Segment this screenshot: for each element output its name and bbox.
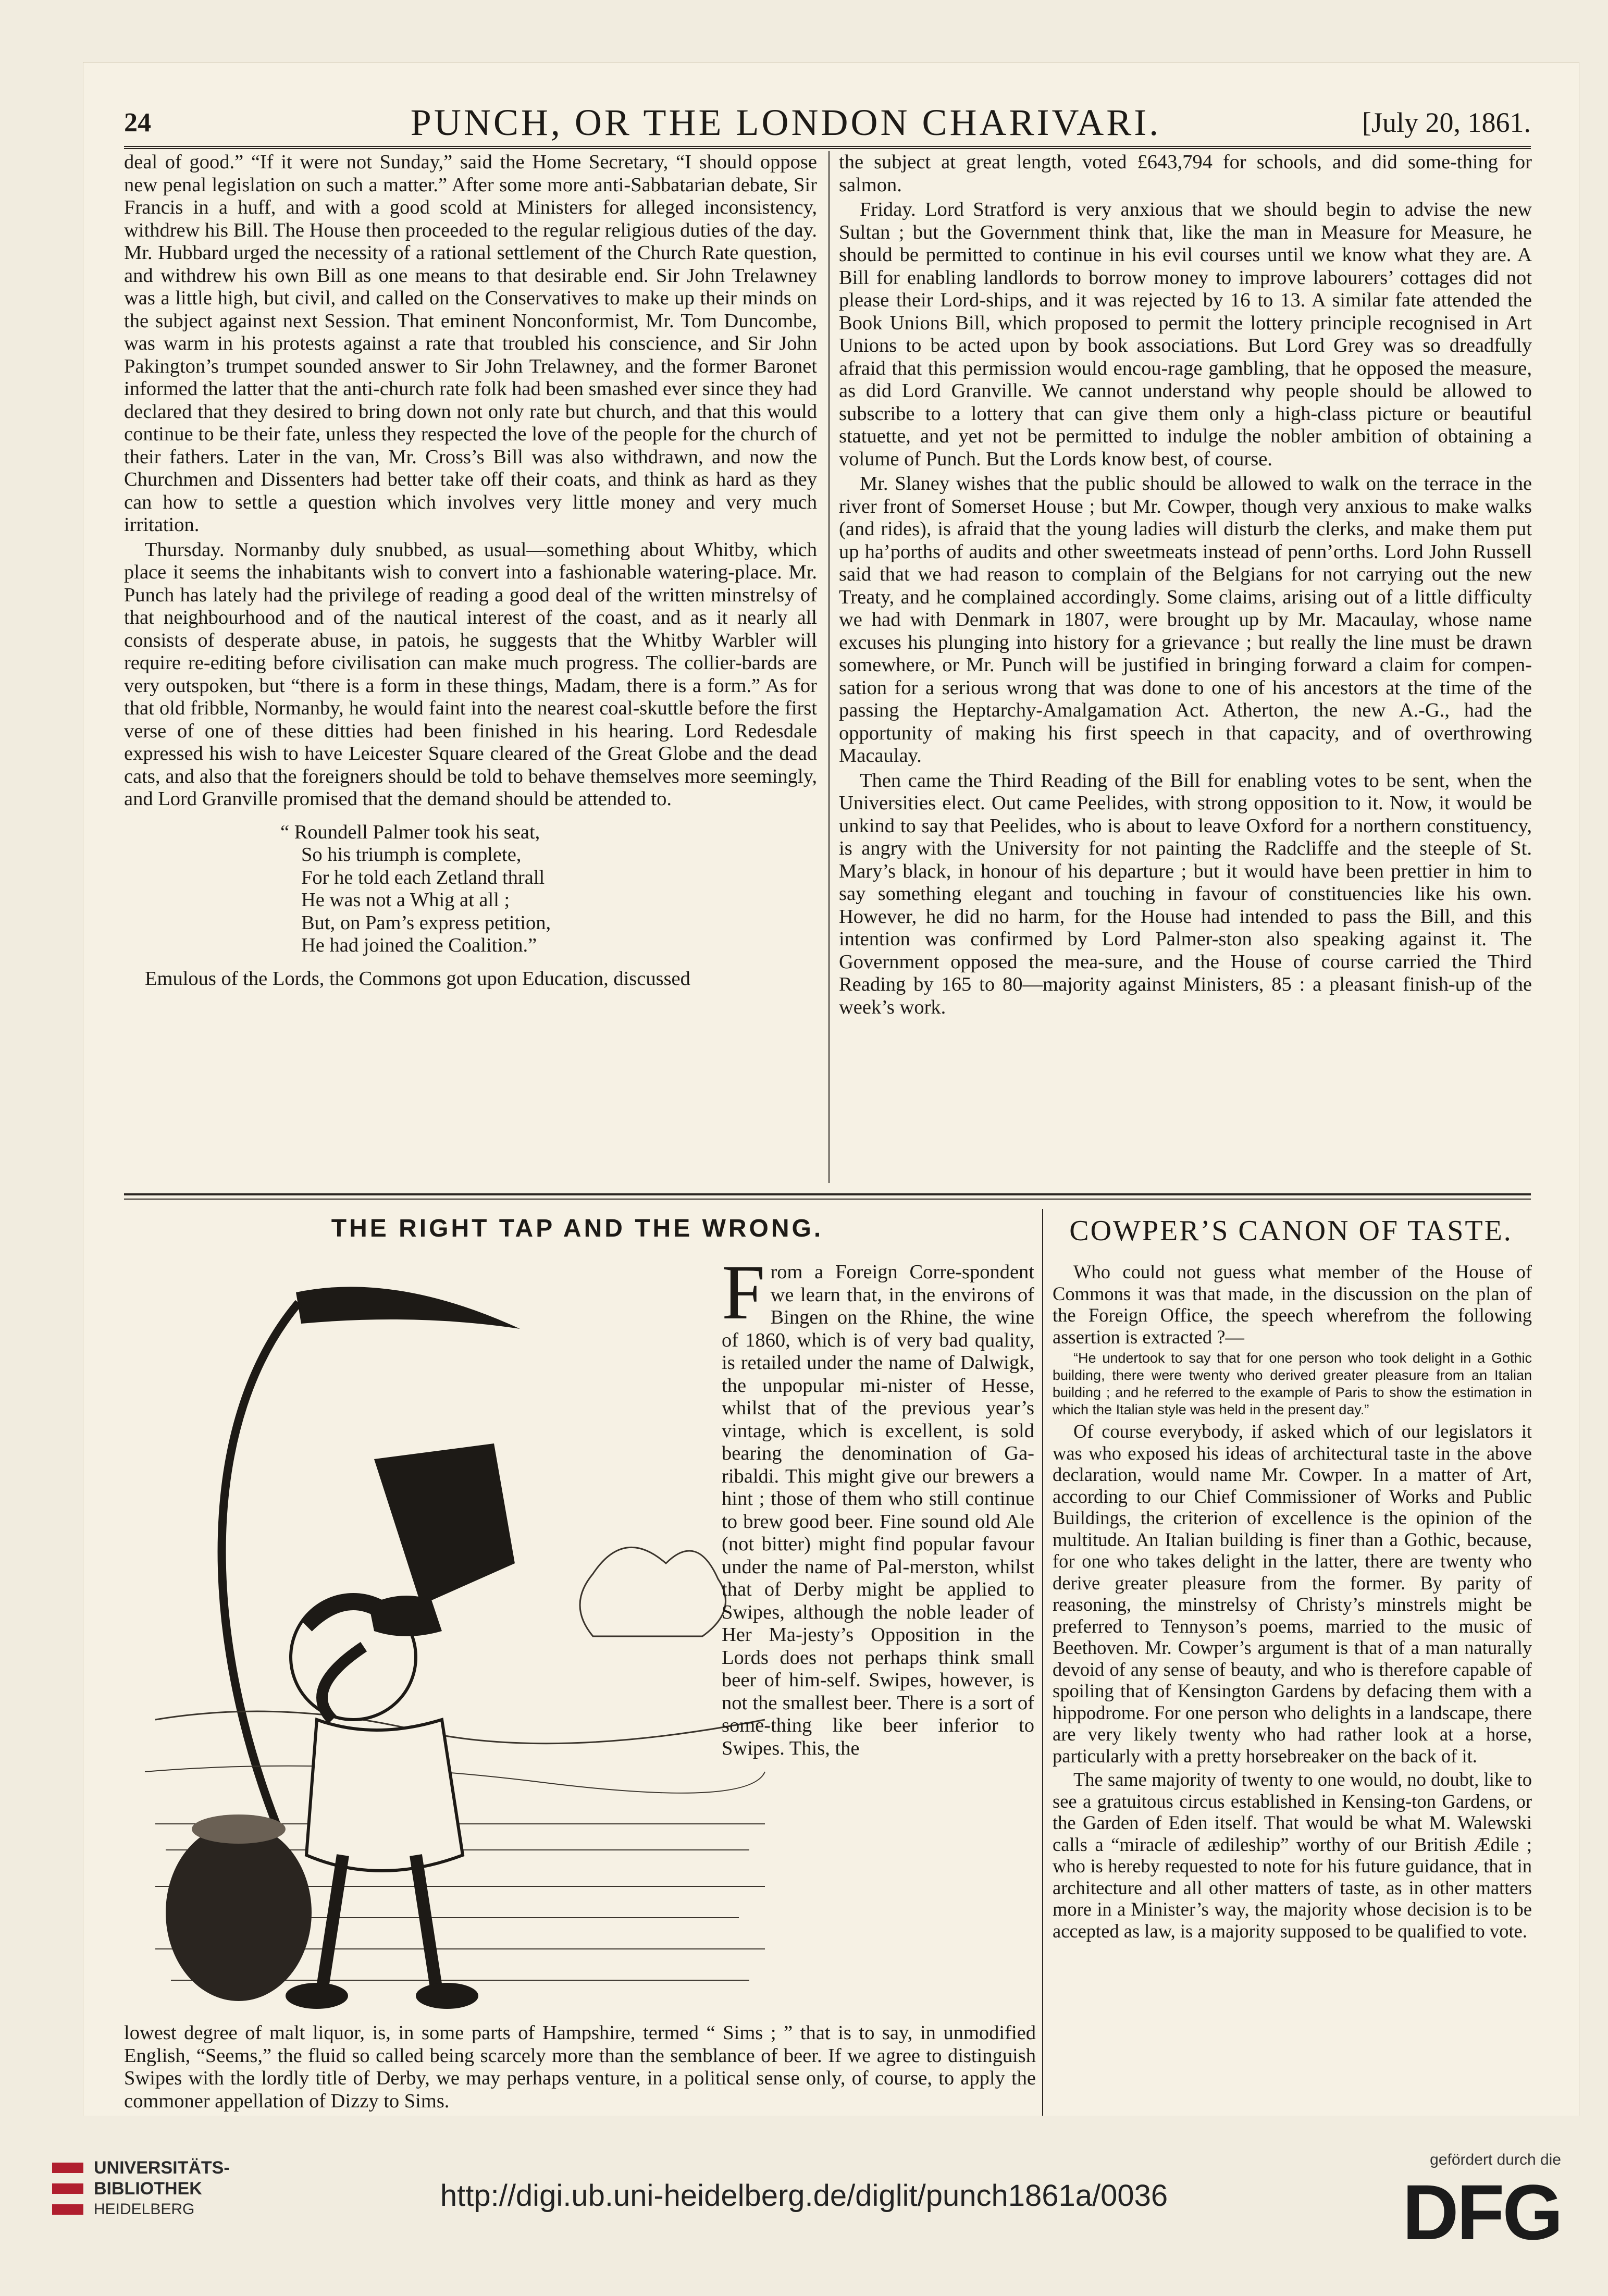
- paragraph: Friday. Lord Stratford is very anxious that we should begin to advise the new Sultan ; but the Government think that, like the man in Measure for Measure, he should be permitted to continue in his evil courses until we know what they are. A Bill for enabling landlords to borrow money to improve labourers’ cottages did not please their Lord-ships, and it was rejected by 16 to 13. A similar fate attended the Book Unions Bill, which proposed to permit the lottery principle recognised in Art Unions to be acted upon by book associations. But Lord Grey was so dreadfully afraid that this permission would encou-rage gambling, that he opposed the measure, as did Lord Granville. We cannot understand why people should be allowed to subscribe to a lottery that can give them only a high-class picture or beautiful statuette, and yet not be permitted to indulge the nobler ambition of obtaining a volume of Punch. But the Lords know best, of course.: [839, 199, 1532, 470]
- verse-line: But, on Pam’s express petition,: [301, 911, 551, 934]
- paragraph: lowest degree of malt liquor, is, in some parts of Hampshire, termed “ Sims ; ” that is to say, in unmodified English, “Seems,” the fluid so called being scarcely more than the semblance of beer. If we agree to distinguish Swipes with the lordly title of Derby, we may perhaps venture, in a political sense only, of course, to apply the commoner appellation of Dizzy to Sims.: [124, 2022, 1036, 2112]
- paragraph: [722, 1261, 1034, 1760]
- page-date: [July 20, 1861.: [1362, 107, 1531, 138]
- tap-article-column: [722, 1261, 1034, 2001]
- verse-line: So his triumph is complete,: [301, 844, 522, 866]
- article-title-tap: THE RIGHT TAP AND THE WRONG.: [331, 1215, 824, 1242]
- page-header: [124, 99, 1531, 149]
- verse-line: He was not a Whig at all ;: [301, 889, 510, 911]
- quoted-extract: “He undertook to say that for one person who took delight in a Gothic building, there were twenty who derived greater pleasure from an Italian building ; and he referred to the example of Paris to show the estimation in which the Italian style was held in the present day.”: [1053, 1350, 1532, 1417]
- library-name-line: UNIVERSITÄTS-: [94, 2158, 230, 2178]
- column-divider: [828, 151, 830, 1183]
- paragraph: deal of good.” “If it were not Sunday,” said the Home Secretary, “I should oppose new penal legislation on such a matter.” After some more anti-Sabbatarian debate, Sir Francis in a huff, and with a good scold at Ministers for alleged inconsistency, withdrew his Bill. The House then proceeded to the regular religious duties of the day. Mr. Hubbard urged the necessity of a rational settlement of the Church Rate question, and withdrew his own Bill as one means to that desirable end. Sir John Trelawney was a little high, but civil, and called on the Conservatives to make up their minds on the subject against next Session. That eminent Nonconformist, Mr. Tom Duncombe, was warm in his protests against a rate that troubled his conscience, and Sir John Pakington’s trumpet sounded answer to Sir John Trelawney, and the former Baronet informed the latter that the anti-church rate folk had been smashed ever since they had declared that they desired to bring down not only rate but church, and that this would continue to be their fate, unless they respected the love of the people for the church of their fathers. Later in the van, Mr. Cross’s Bill was also withdrawn, and now the Churchmen and Dissenters had better take off their coats, and think as hard as they can how to settle a question which involves very little money and very much irritation.: [124, 151, 817, 536]
- top-right-column: [839, 151, 1532, 1188]
- library-name-line: HEIDELBERG: [94, 2201, 195, 2218]
- drop-cap: F: [722, 1261, 765, 1336]
- paragraph: the subject at great length, voted £643,794 for schools, and did some-thing for salmon.: [839, 151, 1532, 196]
- cowper-article-column: [1053, 1261, 1532, 2126]
- paragraph-text: rom a Foreign Corre-spondent we learn that, in the environs of Bingen on the Rhine, the wine of 1860, which is of very bad quality, is retailed under the name of Dalwigk, the unpopular mi-nister of Hesse, whilst that of the previous year’s vintage, which is excellent, is sold bearing the denomination of Ga-ribaldi. This might give our brewers a hint ; those of them who still continue to brew good beer. Fine sound old Ale (not bitter) might find popular favour under the name of Pal-merston, whilst that of Derby might be applied to Swipes, although the noble leader of Her Ma-jesty’s Opposition in the Lords does not perhaps think small beer of him-self. Swipes, however, is not the smallest beer. There is a sort of some-thing like beer inferior to Swipes. This, the: [722, 1261, 1034, 1759]
- section-divider: [124, 1193, 1531, 1195]
- verse-line: For he told each Zetland thrall: [301, 866, 545, 888]
- verse-line: “ Roundell Palmer took his seat,: [280, 821, 540, 843]
- page-number: 24: [124, 107, 151, 138]
- paragraph: Who could not guess what member of the House of Commons it was that made, in the discussion on the plan of the Foreign Office, the speech wherefrom the following assertion is extracted ?—: [1053, 1261, 1532, 1348]
- cartoon-illustration: [124, 1261, 768, 2079]
- tap-article-continuation: [124, 2022, 1036, 2126]
- source-url-link[interactable]: http://digi.ub.uni-heidelberg.de/diglit/punch1861a/0036: [440, 2179, 1168, 2213]
- funding-caption: gefördert durch die: [1430, 2151, 1561, 2168]
- page-title: PUNCH, OR THE LONDON CHARIVARI.: [410, 101, 1161, 143]
- article-title-cowper: COWPER’S CANON OF TASTE.: [1069, 1215, 1513, 1247]
- dfg-logo: DFG: [1402, 2168, 1561, 2256]
- paragraph: The same majority of twenty to one would, no doubt, like to see a gratuitous circus established in Kensing-ton Gardens, or the Garden of Eden itself. That would be what M. Walewski calls a “miracle of ædileship” worthy of our British Ædile ; who is hereby requested to note for his future guidance, that in architecture and all other matters of taste, as in other matters more in a Minister’s way, the majority whose decision is to be accepted as law, is a majority supposed to be qualified to vote.: [1053, 1769, 1532, 1942]
- paragraph: Then came the Third Reading of the Bill for enabling votes to be sent, when the Universities elect. Out came Peelides, with strong opposition to it. Now, it would be unkind to say that Peelides, who is about to leave Oxford for a northern constituency, is angry with the University for not painting the Radcliffe and the steeple of St. Mary’s black, in honour of his departure ; but it would have been prettier in him to say something elegant and touching in favour of constituencies like his own. However, he did no harm, for the House had intended to pass the Bill, and this intention was confirmed by Lord Palmer-ston also speaking against it. The Government opposed the mea-sure, and the House of course carried the Third Reading by 165 to 80—majority against Ministers, 85 : a pleasant finish-up of the week’s work.: [839, 769, 1532, 1018]
- paragraph: Thursday. Normanby duly snubbed, as usual—something about Whitby, which place it seems the inhabitants wish to convert into a fashionable watering-place. Mr. Punch has lately had the privilege of reading a good deal of the written minstrelsy of that neighbourhood and of the nautical interest of the coast, and as it nearly all consists of desperate abuse, in patois, he suggests that the Whitby Warbler will require re-editing before civilisation can make much progress. The collier-bards are very outspoken, but “there is a form in these things, Madam, there is a form.” As for that old fribble, Normanby, he would faint into the nearest coal-skuttle before the first verse of one of these ditties had been finished in his hearing. Lord Redesdale expressed his wish to have Leicester Square cleared of the Great Globe and the dead cats, and also that the foreigners should be told to behave themselves more seemingly, and Lord Granville promised that the demand should be attended to.: [124, 538, 817, 810]
- column-divider: [1042, 1209, 1043, 2131]
- verse-line: He had joined the Coalition.”: [301, 934, 537, 956]
- library-name-line: BIBLIOTHEK: [94, 2179, 202, 2199]
- paragraph: Mr. Slaney wishes that the public should be allowed to walk on the terrace in the river front of Somerset House ; but Mr. Cowper, though very anxious to make walks (and rides), is afraid that the young ladies will disturb the clerks, and make them put up ha’porths of audits and other sweetmeats instead of penn’orths. Lord John Russell said that we had reason to complain of the Belgians for not carrying out the new Treaty, and he complained accordingly. Some claims, arising out of a little difficulty we had with Denmark in 1807, were brought up by Mr. Macaulay, whose name excuses his plunging into history for a grievance ; but really the line must be drawn somewhere, or Mr. Punch will be justified in bringing forward a claim for compen-sation for a serious wrong that was done to one of his ancestors at the time of the passing the Heptarchy-Amalgamation Act. Atherton, the new A.-G., had the opportunity of making his first speech in that capacity, and of overthrowing Macaulay.: [839, 473, 1532, 767]
- verse-block: [280, 821, 817, 957]
- section-divider: [124, 1199, 1531, 1200]
- top-left-column: [124, 151, 817, 1188]
- newspaper-page: [83, 63, 1579, 2121]
- paragraph: Emulous of the Lords, the Commons got upon Education, discussed: [145, 967, 690, 990]
- paragraph: Of course everybody, if asked which of our legislators it was who exposed his ideas of architectural taste in the above declaration, would name Mr. Cowper. In a matter of Art, according to our Chief Commissioner of Works and Public Buildings, the criterion of excellence is the opinion of the multitude. An Italian building is finer than a Gothic, because, for one who takes delight in the latter, there are twenty who derive greater pleasure from the former. By parity of reasoning, the minstrelsy of Christy’s minstrels might be preferred to Tennyson’s poems, married to the music of Beethoven. Mr. Cowper’s argument is that of a man naturally devoid of any sense of beauty, and who is therefore capable of spoiling that of Kensington Gardens by defacing them with a hippodrome. For one person who delights in a landscape, there are very likely twenty who had rather look at a horse, particularly with a pretty horsebreaker on the back of it.: [1053, 1421, 1532, 1767]
